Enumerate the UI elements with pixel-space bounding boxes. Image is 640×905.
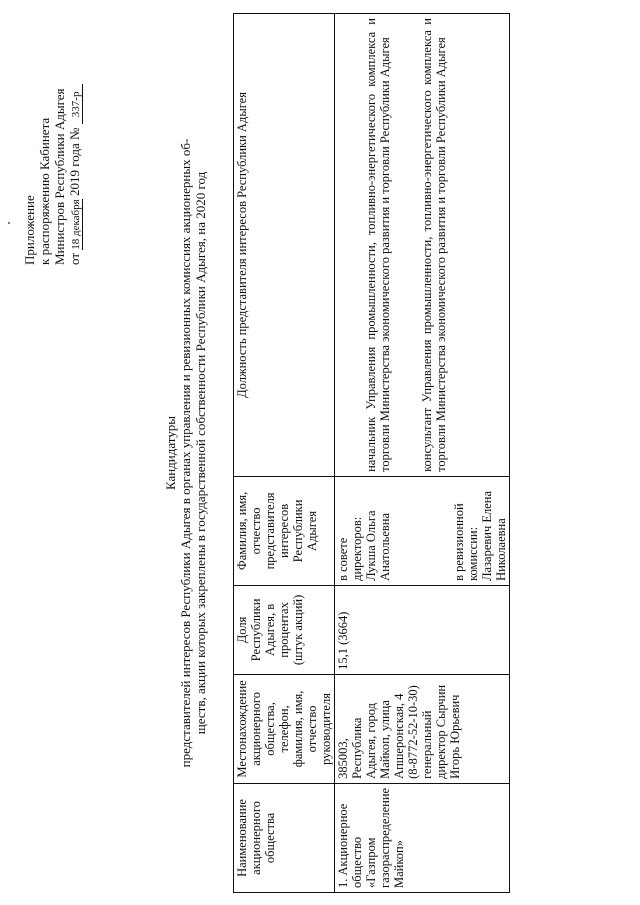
company-director: генеральный директор Сырчин Игорь Юрьевич (420, 684, 462, 779)
order-number: 337-р (71, 84, 83, 124)
header-location: Местонахождение акционерного общества, телефон, фамилия, имя, отчество руководителя (234, 674, 335, 783)
header-company: Наименование акционерного общества (234, 783, 335, 892)
header-share: Доля Республики Адыгея, в процентах (штук акций) (234, 585, 335, 674)
cell-share: 15,1 (3664) (335, 585, 510, 674)
audit-person: Лазаревич Елена Николаевна (480, 490, 508, 581)
table-header-row (234, 14, 335, 893)
company-phone: (8-8772-52-10-30) (406, 685, 420, 779)
title-line-1: представителей интересов Республики Адыгея в органах управления и ревизионных комиссиях акционерных об- (178, 138, 193, 768)
audit-position: консультант Управления промышленности, топливно-энергетического комплекса и торговли Министерства экономического развития и торговли Республики Адыгея (420, 18, 448, 472)
scan-speck (8, 222, 10, 224)
appendix-block (22, 15, 83, 265)
appendix-date-line (67, 15, 83, 265)
date-prefix: от (67, 252, 82, 265)
appendix-line-cabinet: Министров Республики Адыгея (52, 88, 67, 265)
appendix-line-order: к распоряжению Кабинета (37, 117, 52, 265)
table-row (335, 14, 510, 893)
title-line-2: ществ, акции которых закреплены в государственной собственности Республики Адыгея, на 2020 год (193, 171, 208, 735)
document-title (163, 13, 208, 893)
header-representative: Фамилия, имя, отчество представителя интересов Республики Адыгея (234, 476, 335, 585)
board-position: начальник Управления промышленности, топливно-энергетического комплекса и торговли Министерства экономического развития и торговли Республики Адыгея (364, 18, 392, 472)
candidates-table (233, 13, 510, 893)
company-address: 385003, Республика Адыгея, город Майкоп, улица Апшеронская, 4 (336, 693, 406, 779)
title-heading: Кандидатуры (163, 415, 178, 491)
date-value: 18 декабря (70, 199, 82, 250)
appendix-title: Приложение (22, 195, 37, 265)
board-label: в совете директоров: (336, 516, 364, 581)
cell-location (335, 674, 510, 783)
audit-label: в ревизионной комиссии: (452, 503, 480, 581)
board-person: Лукша Ольга Анатольевна (364, 510, 392, 581)
header-position: Должность представителя интересов Республики Адыгея (234, 14, 335, 477)
cell-positions (335, 14, 510, 477)
cell-company: 1. Акционерное общество «Газпром газораспределение Майкоп» (335, 783, 510, 892)
date-suffix: 2019 года № (67, 127, 82, 197)
cell-representatives (335, 476, 510, 585)
